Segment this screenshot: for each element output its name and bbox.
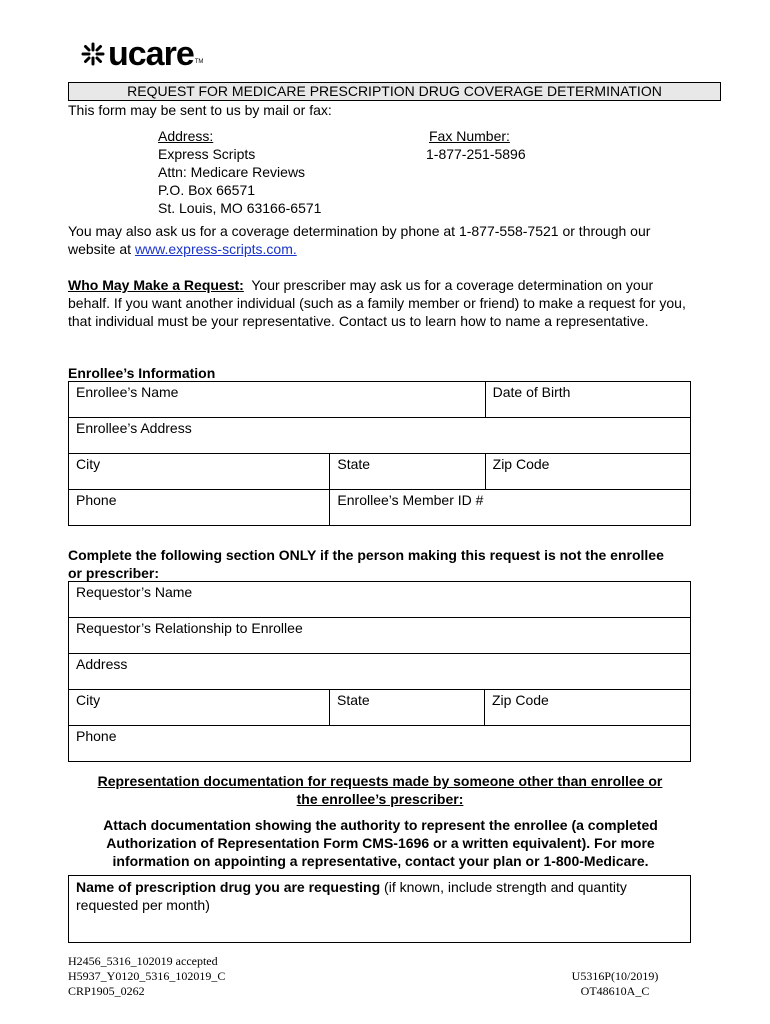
enrollee-table [68, 381, 691, 526]
enrollee-state-field[interactable]: State [330, 454, 485, 490]
fax-block [426, 127, 526, 163]
enrollee-city-field[interactable]: City [69, 454, 330, 490]
representation-heading-line: Representation documentation for requests made by someone other than enrollee or [97, 773, 663, 789]
ucare-logo [80, 35, 204, 73]
requestor-heading: Complete the following section ONLY if the person making this request is not the enrollee or prescriber: [68, 547, 664, 581]
intro-text: This form may be sent to us by mail or fax: [68, 102, 332, 118]
enrollee-address-field[interactable]: Enrollee’s Address [69, 418, 691, 454]
footer-code: OT48610A_C [580, 984, 650, 998]
who-may-paragraph [68, 276, 688, 330]
fax-label: Fax Number: [429, 128, 510, 144]
address-block [158, 127, 321, 217]
drug-label-bold: Name of prescription drug you are requesting [76, 879, 381, 895]
fax-number: 1-877-251-5896 [426, 146, 526, 162]
address-line: P.O. Box 66571 [158, 182, 256, 198]
requestor-relationship-field[interactable]: Requestor’s Relationship to Enrollee [69, 618, 691, 654]
footer-left [68, 954, 225, 999]
logo-trademark: TM [194, 59, 204, 65]
requestor-zip-field[interactable]: Zip Code [485, 690, 691, 726]
requestor-city-field[interactable]: City [69, 690, 330, 726]
requestor-phone-field[interactable]: Phone [69, 726, 691, 762]
form-title: REQUEST FOR MEDICARE PRESCRIPTION DRUG COVERAGE DETERMINATION [68, 82, 721, 101]
representation-heading-line: the enrollee’s prescriber: [296, 791, 464, 807]
enrollee-phone-field[interactable]: Phone [69, 490, 330, 526]
logo-wordmark: ucare [108, 35, 194, 73]
requestor-state-field[interactable]: State [330, 690, 485, 726]
enrollee-name-field[interactable]: Enrollee’s Name [69, 382, 486, 418]
ucare-asterisk-icon [80, 41, 106, 67]
address-line: Attn: Medicare Reviews [158, 164, 306, 180]
address-line: St. Louis, MO 63166-6571 [158, 200, 322, 216]
address-line: Express Scripts [158, 146, 256, 162]
requestor-name-field[interactable]: Requestor’s Name [69, 582, 691, 618]
footer-code: CRP1905_0262 [68, 984, 145, 998]
footer-code: H2456_5316_102019 accepted [68, 954, 218, 968]
requestor-table [68, 581, 691, 762]
website-link[interactable]: www.express-scripts.com. [134, 241, 297, 257]
phone-text: You may also ask us for a coverage determination by phone at 1-877-558-7521 or through our website at [68, 223, 651, 257]
who-may-heading: Who May Make a Request: [68, 277, 244, 293]
address-label: Address: [158, 128, 214, 144]
enrollee-zip-field[interactable]: Zip Code [485, 454, 690, 490]
representation-heading [60, 772, 700, 808]
requestor-address-field[interactable]: Address [69, 654, 691, 690]
drug-label-rest: (if known, include strength and quantity requested per month) [76, 879, 627, 913]
enrollee-member-id-field[interactable]: Enrollee’s Member ID # [330, 490, 691, 526]
phone-paragraph [68, 222, 688, 258]
footer-code: H5937_Y0120_5316_102019_C [68, 969, 226, 983]
footer-code: U5316P(10/2019) [571, 969, 659, 983]
footer-right [560, 969, 670, 999]
who-may-text: Your prescriber may ask us for a coverage determination on your behalf. If you want another individual (such as a family member or friend) to make a request for you, that individual must be your representative. Contact us to learn how to name a representative. [68, 277, 686, 329]
representation-body: Attach documentation showing the authority to represent the enrollee (a completed Authorization of Representation Form CMS-1696 or a written equivalent). For more information on appointing a representative, contact your plan or 1-800-Medicare. [103, 817, 658, 869]
date-of-birth-field[interactable]: Date of Birth [485, 382, 690, 418]
enrollee-heading: Enrollee’s Information [68, 365, 216, 381]
drug-name-field[interactable] [68, 875, 691, 943]
